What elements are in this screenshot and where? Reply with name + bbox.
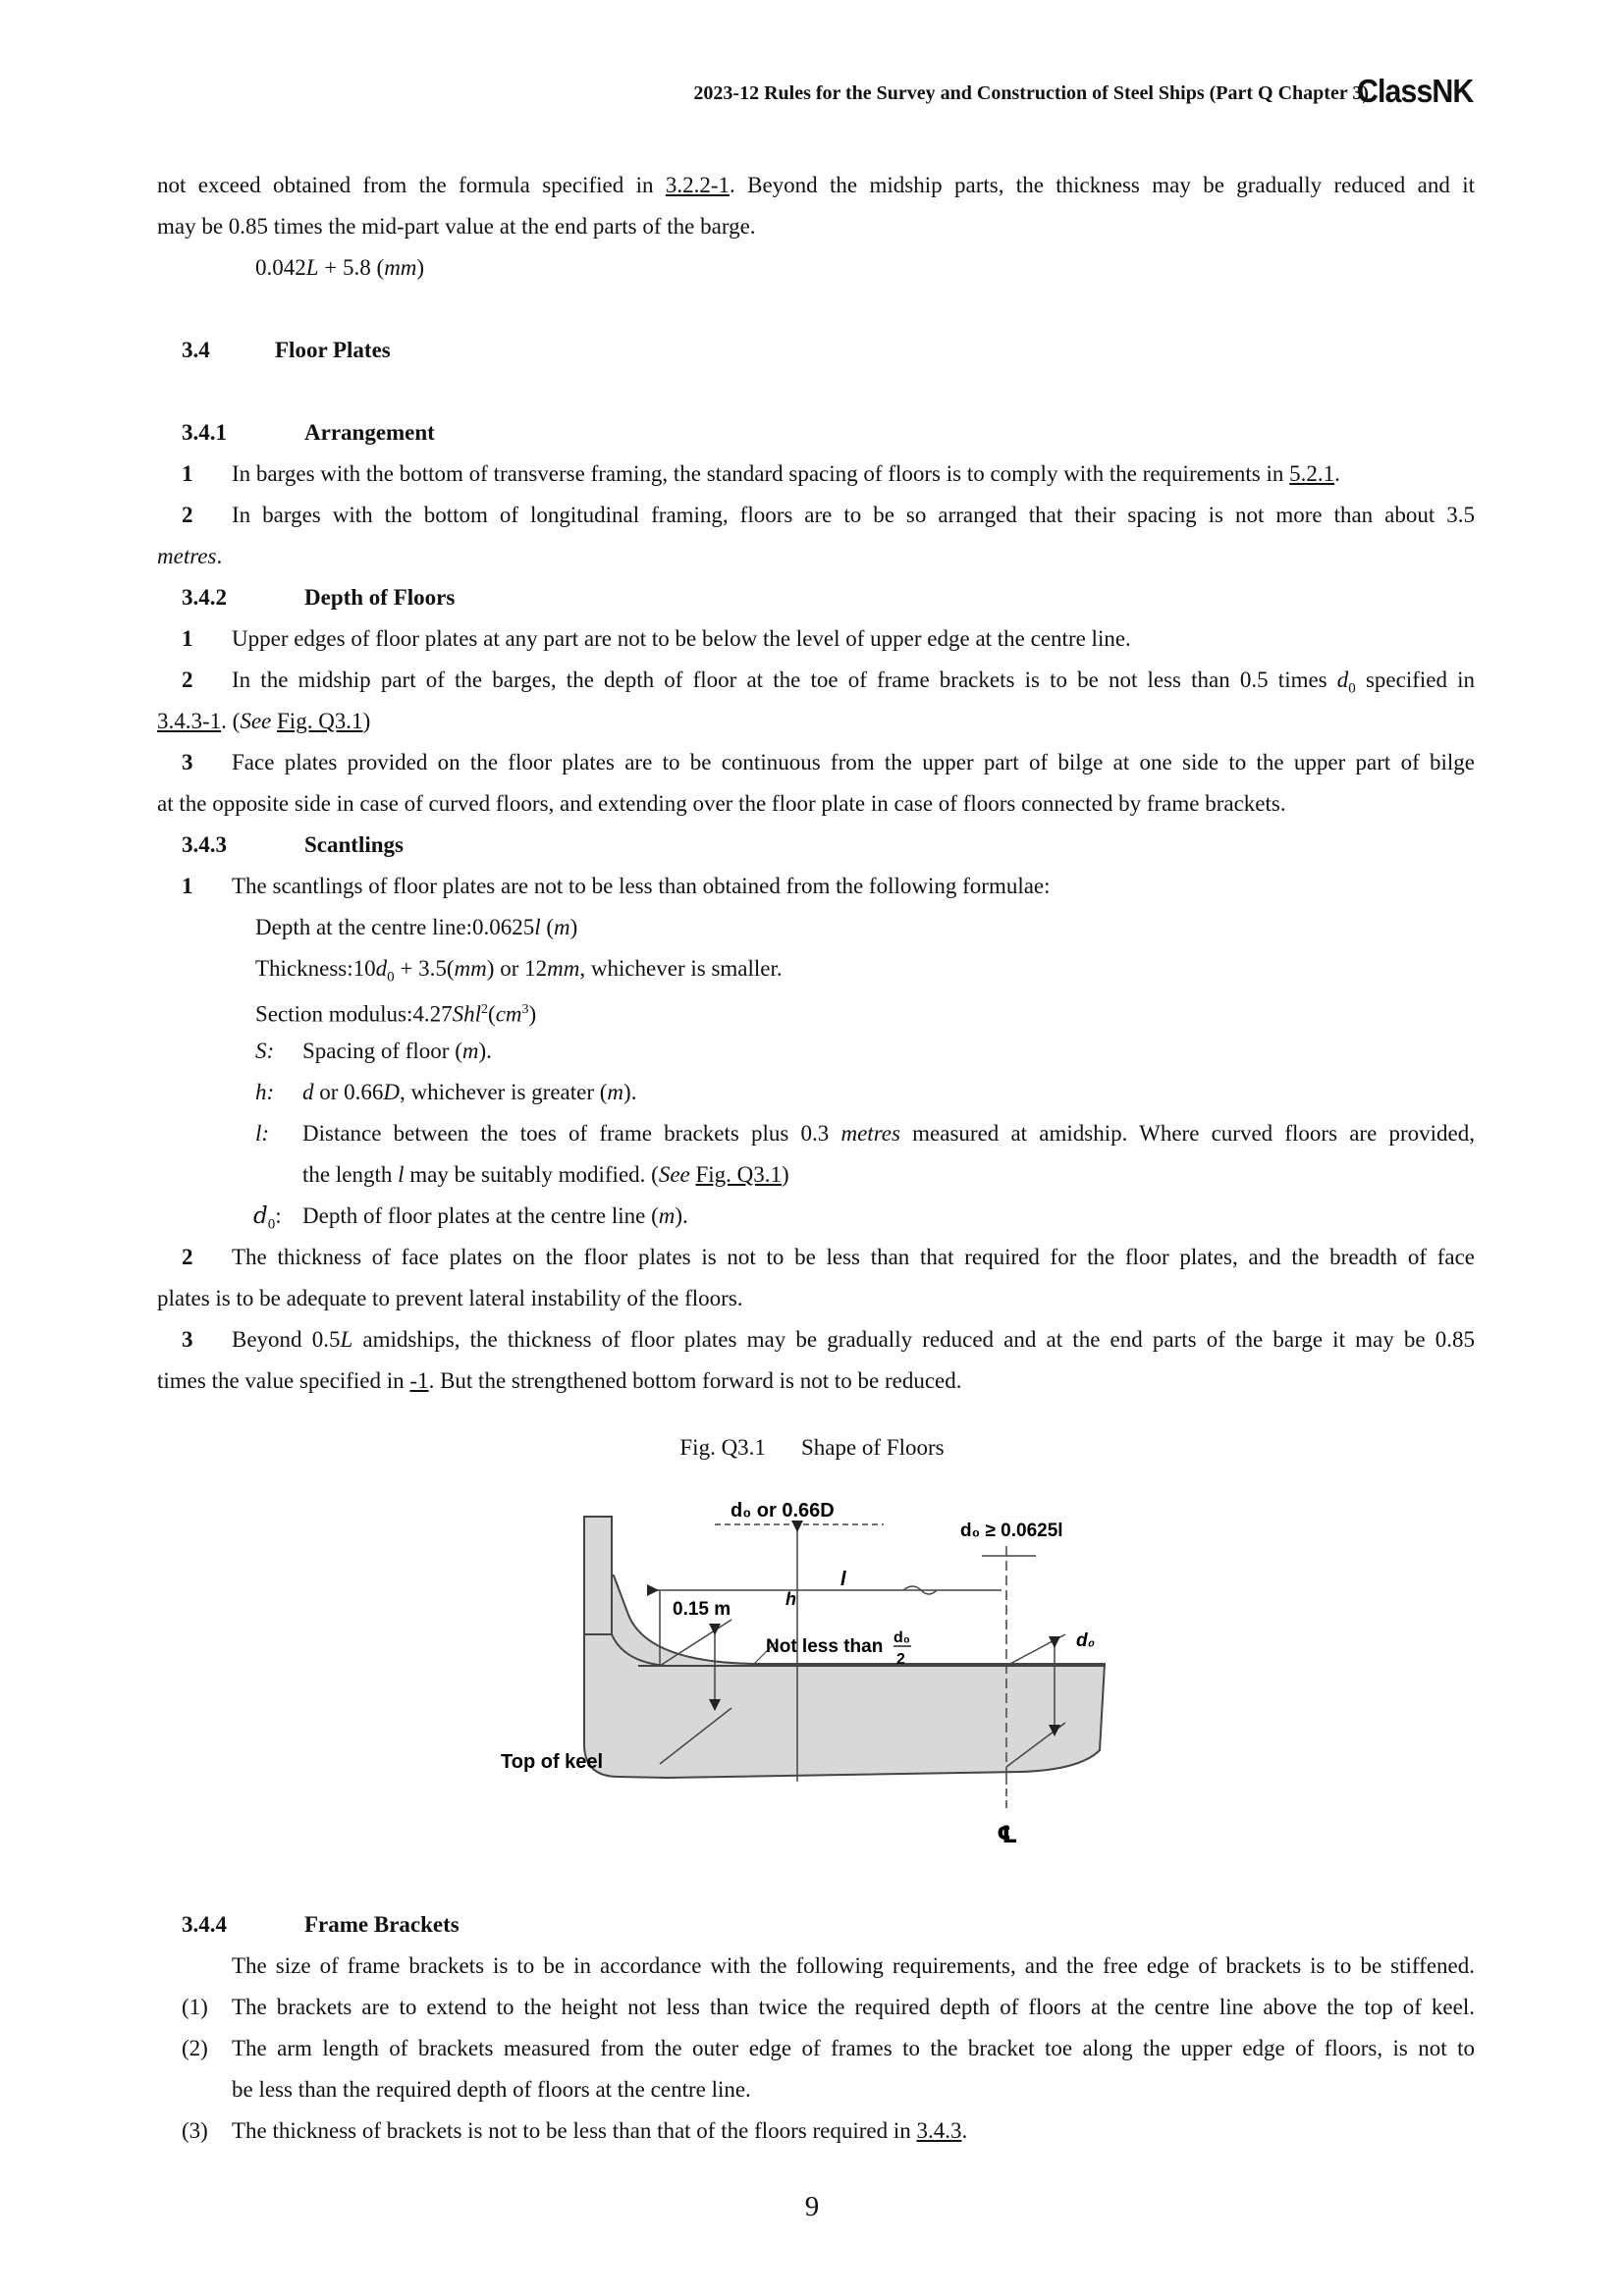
intro-line-1: not exceed obtained from the formula specified in 3.2.2-1. Beyond the midship parts, the thickness may be gradually reduced and it	[157, 173, 1475, 197]
para-number: 1	[182, 874, 193, 898]
scantlings-para-3: Beyond 0.5L amidships, the thickness of floor plates may be gradually reduced and at the end parts of the barge it may be 0.85	[232, 1327, 1475, 1352]
link-minus-1[interactable]: -1	[409, 1368, 429, 1393]
figure-label: Fig. Q3.1	[679, 1435, 766, 1460]
brackets-intro: The size of frame brackets is to be in accordance with the following requirements, and the free edge of brackets is to be stiffened.	[232, 1953, 1475, 1978]
label-not-less-than: Not less than	[766, 1636, 884, 1657]
centreline-symbol: ℄	[997, 1822, 1018, 1848]
brackets-item-2-cont: be less than the required depth of floors at the centre line.	[232, 2077, 751, 2102]
section-3-4-number: 3.4	[182, 338, 210, 362]
formula-section-modulus: Section $modulus:4.27Shl^2(cm^3)$	[255, 1001, 537, 1027]
def-d0-symbol: $d_0$:	[253, 1203, 282, 1233]
item-number: (2)	[182, 2036, 208, 2060]
brackets-item-2: The arm length of brackets measured from the outer edge of frames to the bracket toe along the upper edge of floors, is not to	[232, 2036, 1475, 2060]
section-3-4-title: Floor Plates	[275, 338, 391, 362]
section-3-4-4-title: Frame Brackets	[304, 1912, 460, 1937]
def-l-text: Distance between the toes of frame brackets plus 0.3 metres measured at amidship. Where curved floors are provided,	[302, 1121, 1475, 1146]
label-l: l	[840, 1569, 846, 1590]
scantlings-para-1: The scantlings of floor plates are not to be less than obtained from the following formulae:	[232, 874, 1051, 898]
def-h-text: d or 0.66D, whichever is greater (m).	[302, 1080, 637, 1104]
figure-caption	[0, 1435, 1624, 1461]
def-l-cont: the length l may be suitably modified. (See Fig. Q3.1)	[302, 1162, 789, 1187]
formula-thickness: $Thickness:10d_0 + 3.5(mm)$ or 12mm, whichever is smaller.	[255, 956, 783, 986]
def-S-symbol: S:	[255, 1039, 275, 1063]
section-3-4-2-number: 3.4.2	[182, 585, 227, 610]
label-d0-ge-0625l: d₀ ≥ 0.0625l	[960, 1521, 1063, 1541]
depth-para-2: In the midship part of the barges, the depth of floor at the toe of frame brackets is to be not less than 0.5 times $d_0$ specified in	[232, 667, 1476, 697]
running-header: 2023-12 Rules for the Survey and Construction of Steel Ships (Part Q Chapter 3)	[693, 82, 1369, 104]
section-3-4-1-number: 3.4.1	[182, 420, 227, 445]
link-3-2-2-1[interactable]: 3.2.2-1	[665, 173, 731, 197]
scantlings-para-2: The thickness of face plates on the floor plates is not to be less than that required for the floor plates, and the breadth of face	[232, 1245, 1475, 1269]
classnk-logo: ClassNK	[1357, 73, 1474, 109]
figure-title: Shape of Floors	[800, 1435, 945, 1460]
para-number: 1	[182, 461, 193, 486]
label-frac-num: d₀	[893, 1629, 910, 1646]
arrangement-para-2: In barges with the bottom of longitudinal framing, floors are to be so arranged that their spacing is not more than about 3.5	[232, 503, 1475, 527]
item-number: (3)	[182, 2118, 208, 2143]
link-fig-q3-1[interactable]: Fig. Q3.1	[695, 1162, 783, 1187]
section-3-4-2-title: Depth of Floors	[304, 585, 456, 610]
depth-para-1: Upper edges of floor plates at any part are not to be below the level of upper edge at the centre line.	[232, 626, 1131, 651]
arrangement-para-2-cont: metres.	[157, 544, 223, 568]
link-3-4-3[interactable]: 3.4.3	[916, 2118, 962, 2143]
label-0-15m: 0.15 m	[673, 1599, 731, 1620]
item-number: (1)	[182, 1995, 208, 2019]
link-fig-q3-1[interactable]: Fig. Q3.1	[277, 709, 363, 733]
para-number: 3	[182, 1327, 193, 1352]
label-frac-den: 2	[896, 1651, 905, 1668]
para-number: 1	[182, 626, 193, 651]
label-d0-right: d₀	[1076, 1630, 1096, 1651]
para-number: 2	[182, 503, 193, 527]
scantlings-para-2-cont: plates is to be adequate to prevent lateral instability of the floors.	[157, 1286, 743, 1310]
brackets-item-1: The brackets are to extend to the height not less than twice the required depth of floors at the centre line above the top of keel.	[232, 1995, 1475, 2019]
depth-para-3: Face plates provided on the floor plates are to be continuous from the upper part of bilge at one side to the upper part of bilge	[232, 750, 1475, 774]
link-3-4-3-1[interactable]: 3.4.3-1	[157, 709, 222, 733]
scantlings-para-3-cont: times the value specified in -1. But the strengthened bottom forward is not to be reduced.	[157, 1368, 962, 1393]
section-3-4-3-number: 3.4.3	[182, 832, 227, 857]
label-top-of-keel: Top of keel	[501, 1751, 604, 1773]
floor-shape-figure	[491, 1487, 1129, 1860]
def-l-symbol: l:	[255, 1121, 270, 1146]
para-number: 2	[182, 1245, 193, 1269]
page-number: 9	[804, 2191, 820, 2222]
hull-bottom-section	[584, 1575, 1105, 1778]
section-3-4-4-number: 3.4.4	[182, 1912, 227, 1937]
label-h: h	[785, 1589, 796, 1609]
intro-line-2: may be 0.85 times the mid-part value at the end parts of the barge.	[157, 214, 756, 239]
intro-formula: 0.042L + 5.8 (mm)	[255, 255, 425, 280]
section-3-4-3-title: Scantlings	[304, 832, 404, 857]
arrangement-para-1: In barges with the bottom of transverse framing, the standard spacing of floors is to comply with the requirements in 5.2.1.	[232, 461, 1340, 486]
side-frame	[584, 1517, 612, 1634]
link-5-2-1[interactable]: 5.2.1	[1289, 461, 1335, 486]
section-3-4-1-title: Arrangement	[304, 420, 435, 445]
para-number: 2	[182, 667, 193, 692]
label-d0-or-066d: d₀ or 0.66D	[731, 1500, 835, 1522]
def-d0-text: Depth of floor plates at the centre line (m).	[302, 1203, 688, 1228]
def-S-text: Spacing of floor (m).	[302, 1039, 492, 1063]
depth-para-3-cont: at the opposite side in case of curved floors, and extending over the floor plate in case of floors connected by frame brackets.	[157, 791, 1286, 816]
depth-para-2-cont: 3.4.3-1. (See Fig. Q3.1)	[157, 709, 371, 733]
para-number: 3	[182, 750, 193, 774]
brackets-item-3: The thickness of brackets is not to be less than that of the floors required in 3.4.3.	[232, 2118, 968, 2143]
formula-depth: Depth at the centre line:0.0625l (m)	[255, 915, 578, 939]
def-h-symbol: h:	[255, 1080, 275, 1104]
